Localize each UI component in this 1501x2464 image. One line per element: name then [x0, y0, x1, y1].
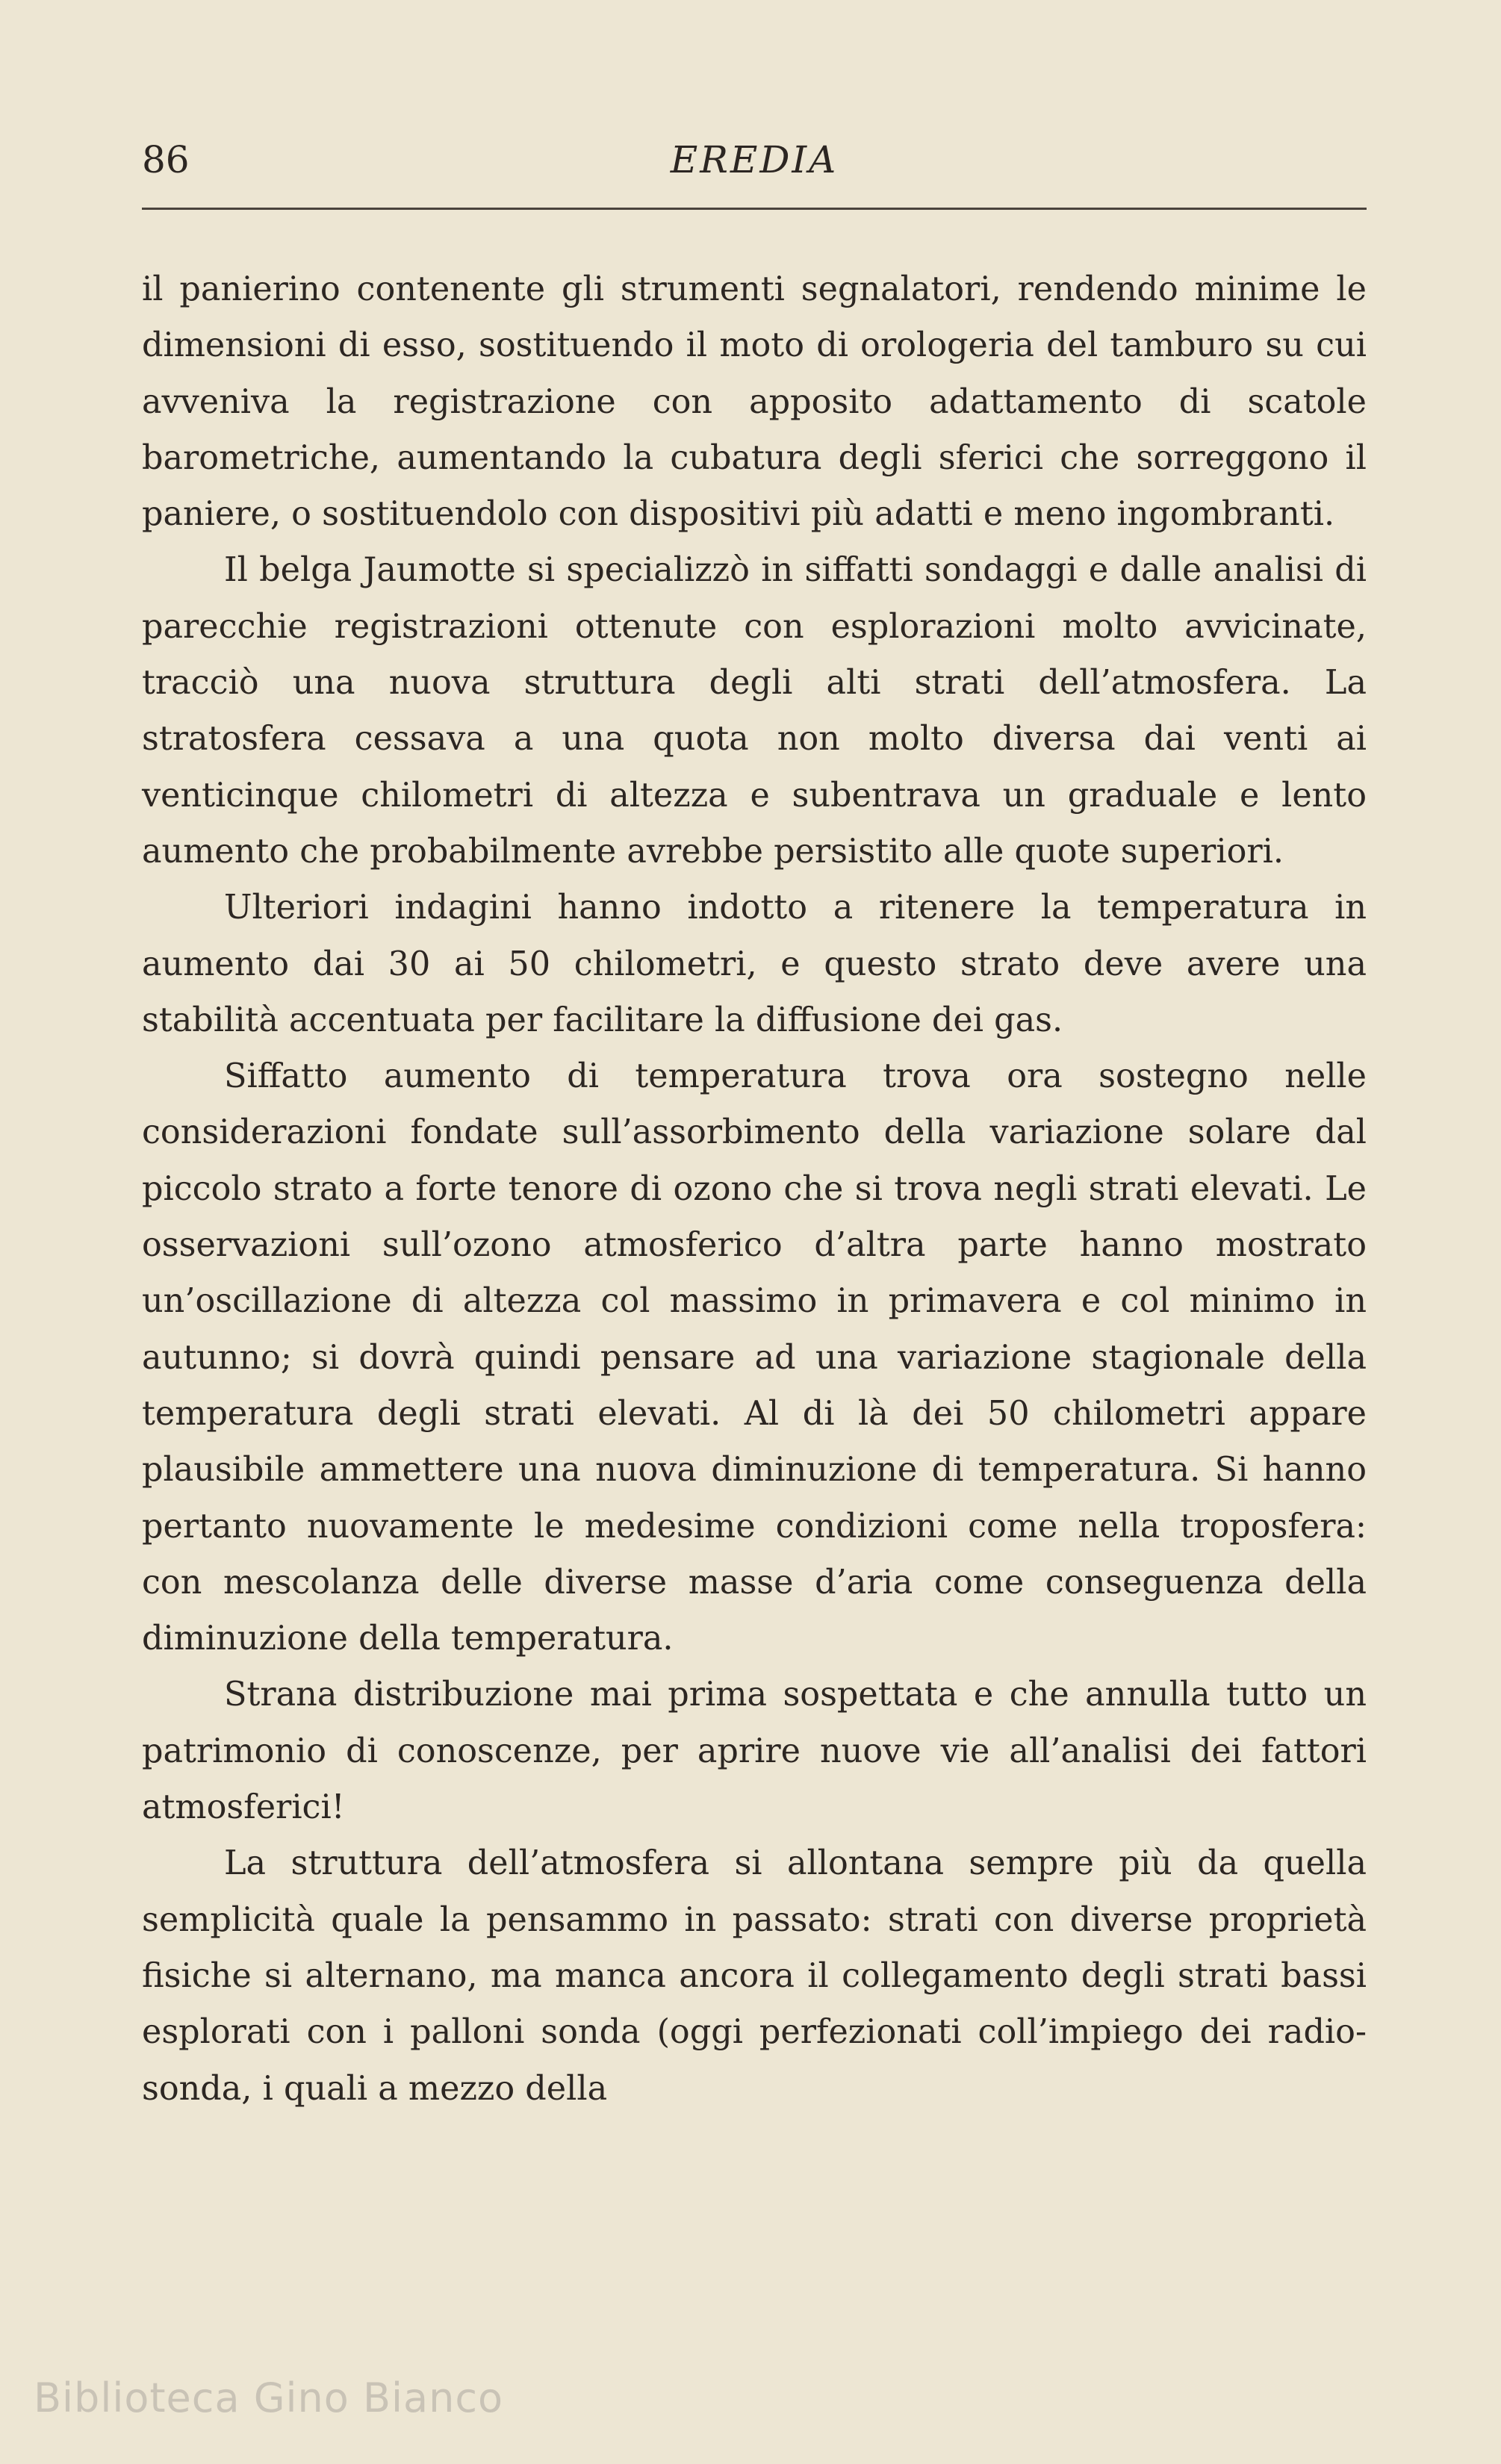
body-text — [142, 261, 1367, 2117]
paragraph-5: Strana distribuzione mai prima sospettata e che annulla tutto un patrimonio di conoscenze, per aprire nuove vie all’analisi dei fattori atmosferici! — [142, 1676, 1367, 1827]
header-rule — [142, 208, 1367, 210]
paragraph-4: Siffatto aumento di temperatura trova ora sostegno nelle considerazioni fondate sull’assorbimento della variazione solare dal piccolo strato a forte tenore di ozono che si trova negli strati elevati. Le osservazioni sull’ozono atmosferico d’altra parte hanno mostrato un’oscillazione di altezza col massimo in primavera e col minimo in autunno; si dovrà quindi pensare ad una variazione stagionale della temperatura degli strati elevati. Al di là dei 50 chilometri appare plausibile ammettere una nuova diminuzione di temperatura. Si hanno pertanto nuovamente le medesime condizioni come nella troposfera: con mescolanza delle diverse masse d’aria come conseguenza della diminuzione della temperatura. — [142, 1057, 1367, 1658]
paragraph-3: Ulteriori indagini hanno indotto a ritenere la temperatura in aumento dai 30 ai 50 chilometri, e questo strato deve avere una stabilità accentuata per facilitare la diffusione dei gas. — [142, 889, 1367, 1039]
running-title: EREDIA — [670, 138, 839, 181]
page-number: 86 — [142, 138, 190, 181]
paragraph-1: il panierino contenente gli strumenti segnalatori, rendendo minime le dimensioni di esso, sostituendo il moto di orologeria del tamburo su cui avveniva la registrazione con apposito adattamento di scatole barometriche, aumentando la cubatura degli sferici che sorreggono il paniere, o sostituendolo con dispositivi più adatti e meno ingombranti. — [142, 270, 1367, 534]
paragraph-6: La struttura dell’atmosfera si allontana sempre più da quella semplicità quale la pensammo in passato: strati con diverse proprietà fisiche si alternano, ma manca ancora il collegamento degli strati bassi esplorati con i palloni sonda (oggi perfezionati coll’impiego dei radio-sonda, i quali a mezzo della — [142, 1844, 1367, 2108]
library-watermark: Biblioteca Gino Bianco — [34, 2374, 504, 2421]
paragraph-2: Il belga Jaumotte si specializzò in siffatti sondaggi e dalle analisi di parecchie registrazioni ottenute con esplorazioni molto avvicinate, tracciò una nuova struttura degli alti strati dell’atmosfera. La stratosfera cessava a una quota non molto diversa dai venti ai venticinque chilometri di altezza e subentrava un graduale e lento aumento che probabilmente avrebbe persistito alle quote superiori. — [142, 551, 1367, 871]
page-header — [142, 138, 1367, 205]
